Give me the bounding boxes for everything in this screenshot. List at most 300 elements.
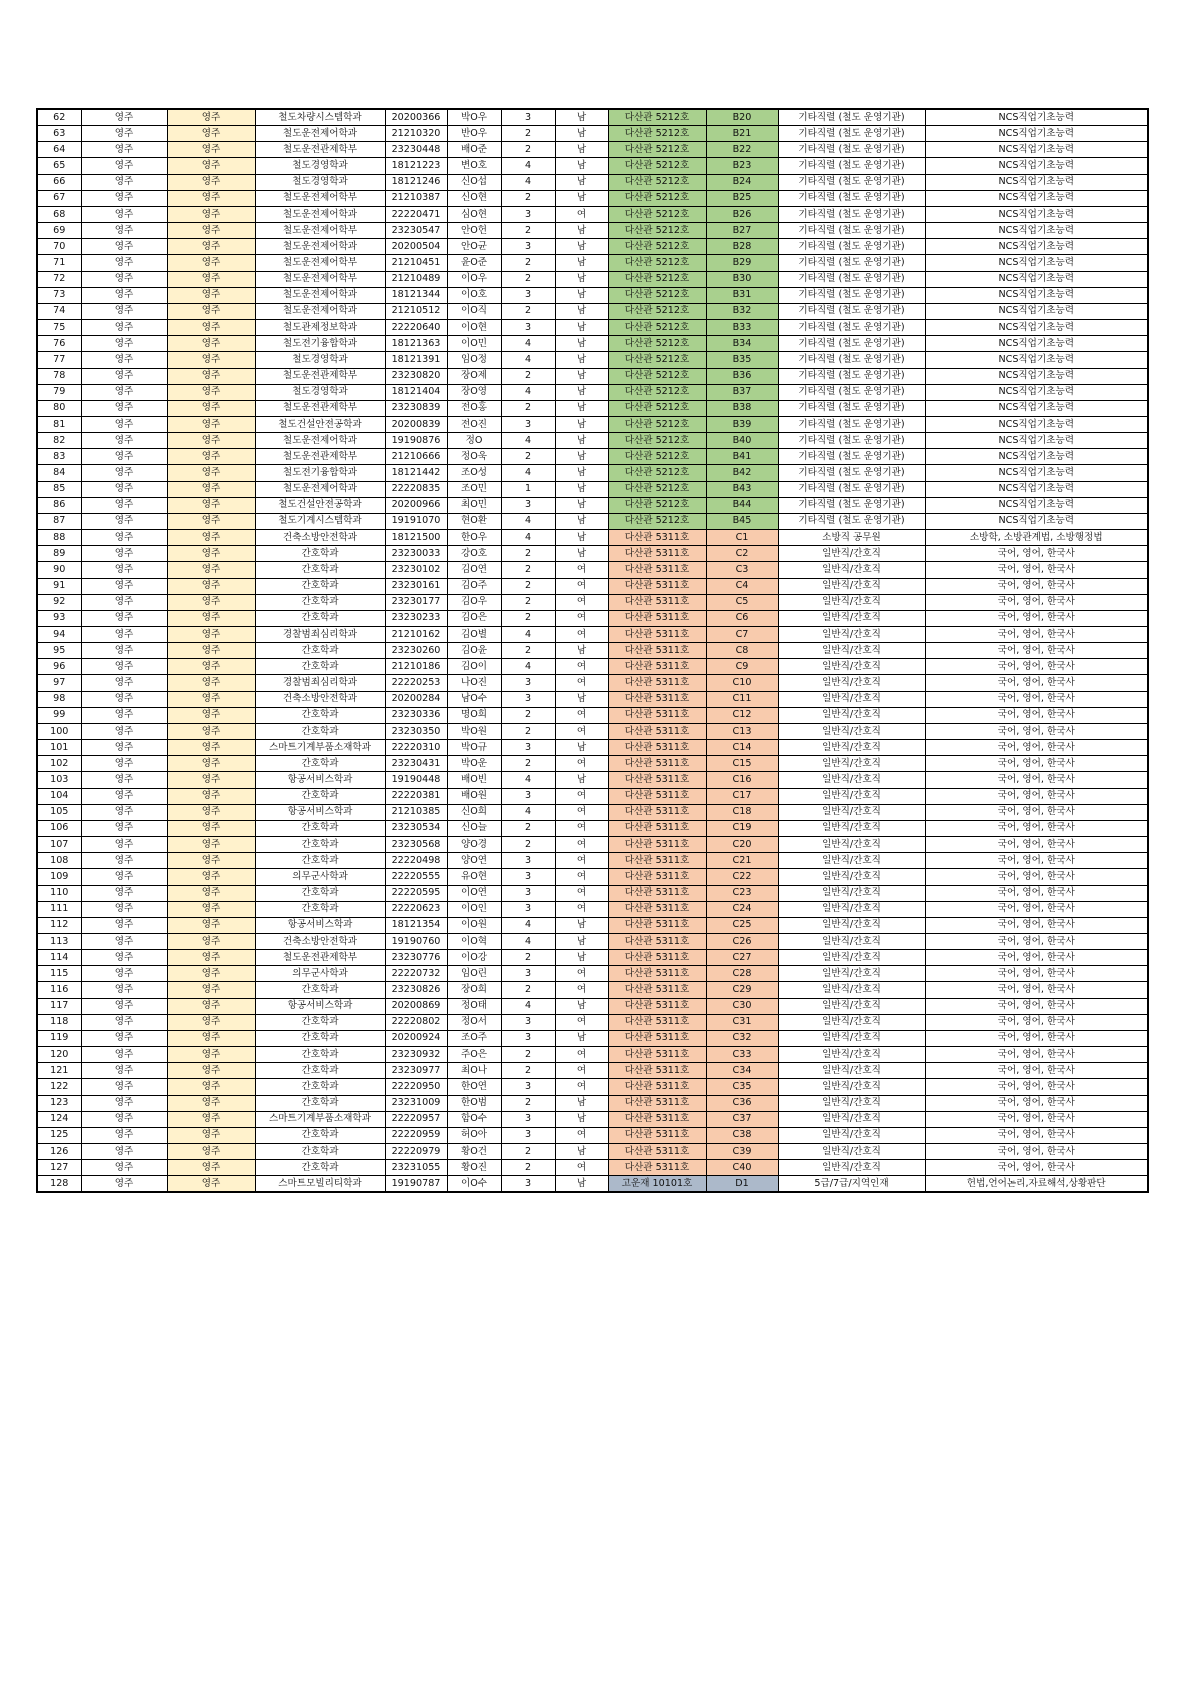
exam-track-cell: 일반직/간호직 — [778, 1030, 925, 1046]
department-cell: 간호학과 — [255, 1030, 385, 1046]
row-number-cell: 94 — [37, 627, 81, 643]
venue-cell: 다산관 5212호 — [608, 287, 706, 303]
gender-cell: 남 — [555, 416, 608, 432]
exam-campus-cell: 영주 — [167, 869, 255, 885]
student-id-cell: 23230776 — [385, 950, 447, 966]
seat-cell: B31 — [706, 287, 778, 303]
table-row — [37, 174, 1148, 190]
gender-cell: 여 — [555, 562, 608, 578]
table-row — [37, 400, 1148, 416]
student-name-cell: 김O이 — [447, 659, 501, 675]
gender-cell: 남 — [555, 917, 608, 933]
exam-track-cell: 일반직/간호직 — [778, 1111, 925, 1127]
student-id-cell: 18121442 — [385, 465, 447, 481]
exam-track-cell: 일반직/간호직 — [778, 1095, 925, 1111]
campus-cell: 영주 — [81, 1079, 167, 1095]
student-name-cell: 황O진 — [447, 1160, 501, 1176]
student-id-cell: 23230568 — [385, 837, 447, 853]
row-number-cell: 117 — [37, 998, 81, 1014]
student-name-cell: 장O영 — [447, 384, 501, 400]
gender-cell: 여 — [555, 1063, 608, 1079]
seat-cell: B21 — [706, 126, 778, 142]
student-id-cell: 23230102 — [385, 562, 447, 578]
row-number-cell: 70 — [37, 239, 81, 255]
campus-cell: 영주 — [81, 368, 167, 384]
student-id-cell: 22220835 — [385, 481, 447, 497]
venue-cell: 다산관 5311호 — [608, 1063, 706, 1079]
venue-cell: 다산관 5212호 — [608, 303, 706, 319]
department-cell: 의무군사학과 — [255, 966, 385, 982]
exam-track-cell: 일반직/간호직 — [778, 562, 925, 578]
exam-subjects-cell: NCS직업기초능력 — [925, 109, 1148, 126]
grade-cell: 4 — [501, 917, 555, 933]
gender-cell: 남 — [555, 933, 608, 949]
student-id-cell: 20200869 — [385, 998, 447, 1014]
department-cell: 철도운전관제학부 — [255, 950, 385, 966]
table-row — [37, 659, 1148, 675]
student-id-cell: 21210451 — [385, 255, 447, 271]
gender-cell: 남 — [555, 643, 608, 659]
seat-cell: C22 — [706, 869, 778, 885]
exam-campus-cell: 영주 — [167, 336, 255, 352]
exam-subjects-cell: 국어, 영어, 한국사 — [925, 901, 1148, 917]
row-number-cell: 123 — [37, 1095, 81, 1111]
exam-subjects-cell: 헌법,언어논리,자료해석,상황판단 — [925, 1176, 1148, 1193]
table-row — [37, 368, 1148, 384]
student-id-cell: 19190448 — [385, 772, 447, 788]
student-id-cell: 23230233 — [385, 610, 447, 626]
grade-cell: 3 — [501, 239, 555, 255]
exam-subjects-cell: 국어, 영어, 한국사 — [925, 1144, 1148, 1160]
grade-cell: 2 — [501, 190, 555, 206]
seat-cell: C40 — [706, 1160, 778, 1176]
exam-subjects-cell: NCS직업기초능력 — [925, 481, 1148, 497]
row-number-cell: 109 — [37, 869, 81, 885]
table-row — [37, 320, 1148, 336]
exam-campus-cell: 영주 — [167, 206, 255, 222]
venue-cell: 다산관 5311호 — [608, 1127, 706, 1143]
exam-subjects-cell: 국어, 영어, 한국사 — [925, 740, 1148, 756]
department-cell: 철도운전관제학부 — [255, 449, 385, 465]
department-cell: 간호학과 — [255, 546, 385, 562]
table-row — [37, 239, 1148, 255]
exam-track-cell: 일반직/간호직 — [778, 820, 925, 836]
row-number-cell: 66 — [37, 174, 81, 190]
row-number-cell: 98 — [37, 691, 81, 707]
exam-track-cell: 일반직/간호직 — [778, 546, 925, 562]
student-id-cell: 22220623 — [385, 901, 447, 917]
student-id-cell: 23230350 — [385, 723, 447, 739]
venue-cell: 다산관 5311호 — [608, 740, 706, 756]
table-row — [37, 142, 1148, 158]
exam-subjects-cell: NCS직업기초능력 — [925, 336, 1148, 352]
exam-subjects-cell: NCS직업기초능력 — [925, 352, 1148, 368]
student-id-cell: 22220498 — [385, 853, 447, 869]
row-number-cell: 100 — [37, 723, 81, 739]
grade-cell: 4 — [501, 998, 555, 1014]
exam-track-cell: 기타직렬 (철도 운영기관) — [778, 190, 925, 206]
exam-track-cell: 일반직/간호직 — [778, 610, 925, 626]
campus-cell: 영주 — [81, 578, 167, 594]
campus-cell: 영주 — [81, 239, 167, 255]
student-name-cell: 김O주 — [447, 578, 501, 594]
gender-cell: 여 — [555, 675, 608, 691]
seat-cell: C25 — [706, 917, 778, 933]
table-row — [37, 481, 1148, 497]
gender-cell: 남 — [555, 190, 608, 206]
row-number-cell: 68 — [37, 206, 81, 222]
grade-cell: 2 — [501, 643, 555, 659]
row-number-cell: 74 — [37, 303, 81, 319]
seat-cell: B42 — [706, 465, 778, 481]
venue-cell: 다산관 5311호 — [608, 772, 706, 788]
exam-subjects-cell: 국어, 영어, 한국사 — [925, 1063, 1148, 1079]
exam-campus-cell: 영주 — [167, 287, 255, 303]
student-id-cell: 21210385 — [385, 804, 447, 820]
venue-cell: 다산관 5311호 — [608, 1014, 706, 1030]
table-row — [37, 691, 1148, 707]
gender-cell: 여 — [555, 1127, 608, 1143]
gender-cell: 여 — [555, 723, 608, 739]
venue-cell: 다산관 5311호 — [608, 837, 706, 853]
department-cell: 스마트기계부품소재학과 — [255, 1111, 385, 1127]
exam-track-cell: 일반직/간호직 — [778, 578, 925, 594]
seat-cell: B35 — [706, 352, 778, 368]
student-name-cell: 이O호 — [447, 287, 501, 303]
seat-cell: C31 — [706, 1014, 778, 1030]
table-row — [37, 1014, 1148, 1030]
seat-cell: B36 — [706, 368, 778, 384]
department-cell: 철도운전제어학과 — [255, 239, 385, 255]
exam-track-cell: 기타직렬 (철도 운영기관) — [778, 336, 925, 352]
table-row — [37, 1030, 1148, 1046]
grade-cell: 2 — [501, 723, 555, 739]
student-id-cell: 21210666 — [385, 449, 447, 465]
grade-cell: 3 — [501, 885, 555, 901]
department-cell: 간호학과 — [255, 610, 385, 626]
department-cell: 철도운전제어학과 — [255, 126, 385, 142]
student-id-cell: 23231009 — [385, 1095, 447, 1111]
seat-cell: B34 — [706, 336, 778, 352]
campus-cell: 영주 — [81, 271, 167, 287]
seat-cell: B29 — [706, 255, 778, 271]
row-number-cell: 122 — [37, 1079, 81, 1095]
venue-cell: 다산관 5311호 — [608, 950, 706, 966]
gender-cell: 여 — [555, 804, 608, 820]
exam-subjects-cell: 국어, 영어, 한국사 — [925, 1014, 1148, 1030]
table-row — [37, 740, 1148, 756]
exam-subjects-cell: NCS직업기초능력 — [925, 400, 1148, 416]
venue-cell: 다산관 5212호 — [608, 126, 706, 142]
table-row — [37, 837, 1148, 853]
department-cell: 간호학과 — [255, 594, 385, 610]
gender-cell: 남 — [555, 271, 608, 287]
campus-cell: 영주 — [81, 756, 167, 772]
seat-cell: C5 — [706, 594, 778, 610]
table-row — [37, 982, 1148, 998]
gender-cell: 여 — [555, 1160, 608, 1176]
department-cell: 간호학과 — [255, 756, 385, 772]
grade-cell: 2 — [501, 223, 555, 239]
exam-campus-cell: 영주 — [167, 659, 255, 675]
student-id-cell: 22220471 — [385, 206, 447, 222]
seat-cell: C15 — [706, 756, 778, 772]
gender-cell: 남 — [555, 368, 608, 384]
grade-cell: 4 — [501, 627, 555, 643]
venue-cell: 다산관 5311호 — [608, 562, 706, 578]
exam-subjects-cell: 국어, 영어, 한국사 — [925, 804, 1148, 820]
department-cell: 철도운전관제학부 — [255, 368, 385, 384]
exam-subjects-cell: NCS직업기초능력 — [925, 255, 1148, 271]
venue-cell: 다산관 5212호 — [608, 352, 706, 368]
exam-subjects-cell: 국어, 영어, 한국사 — [925, 691, 1148, 707]
student-id-cell: 20200284 — [385, 691, 447, 707]
grade-cell: 3 — [501, 1176, 555, 1193]
exam-campus-cell: 영주 — [167, 1047, 255, 1063]
exam-subjects-cell: 국어, 영어, 한국사 — [925, 578, 1148, 594]
row-number-cell: 84 — [37, 465, 81, 481]
department-cell: 항공서비스학과 — [255, 917, 385, 933]
grade-cell: 2 — [501, 1047, 555, 1063]
campus-cell: 영주 — [81, 869, 167, 885]
venue-cell: 다산관 5212호 — [608, 271, 706, 287]
seat-cell: C38 — [706, 1127, 778, 1143]
seat-cell: C18 — [706, 804, 778, 820]
department-cell: 철도운전관제학부 — [255, 400, 385, 416]
department-cell: 철도운전제어학과 — [255, 303, 385, 319]
gender-cell: 남 — [555, 303, 608, 319]
venue-cell: 다산관 5311호 — [608, 998, 706, 1014]
student-id-cell: 21210512 — [385, 303, 447, 319]
row-number-cell: 125 — [37, 1127, 81, 1143]
campus-cell: 영주 — [81, 885, 167, 901]
student-name-cell: 조O성 — [447, 465, 501, 481]
student-name-cell: 배O준 — [447, 142, 501, 158]
student-id-cell: 18121246 — [385, 174, 447, 190]
row-number-cell: 69 — [37, 223, 81, 239]
student-id-cell: 22220732 — [385, 966, 447, 982]
seat-cell: C20 — [706, 837, 778, 853]
grade-cell: 3 — [501, 287, 555, 303]
campus-cell: 영주 — [81, 1030, 167, 1046]
exam-subjects-cell: NCS직업기초능력 — [925, 320, 1148, 336]
exam-track-cell: 일반직/간호직 — [778, 1144, 925, 1160]
row-number-cell: 81 — [37, 416, 81, 432]
seat-cell: C13 — [706, 723, 778, 739]
department-cell: 철도경영학과 — [255, 174, 385, 190]
campus-cell: 영주 — [81, 740, 167, 756]
exam-track-cell: 일반직/간호직 — [778, 853, 925, 869]
department-cell: 스마트기계부품소재학과 — [255, 740, 385, 756]
venue-cell: 다산관 5311호 — [608, 530, 706, 546]
row-number-cell: 91 — [37, 578, 81, 594]
campus-cell: 영주 — [81, 788, 167, 804]
student-name-cell: 현O환 — [447, 513, 501, 529]
student-name-cell: 박O운 — [447, 756, 501, 772]
department-cell: 간호학과 — [255, 1095, 385, 1111]
department-cell: 경찰범죄심리학과 — [255, 675, 385, 691]
seat-cell: C36 — [706, 1095, 778, 1111]
venue-cell: 다산관 5311호 — [608, 723, 706, 739]
department-cell: 간호학과 — [255, 1160, 385, 1176]
gender-cell: 남 — [555, 400, 608, 416]
table-row — [37, 126, 1148, 142]
exam-campus-cell: 영주 — [167, 837, 255, 853]
seat-cell: C16 — [706, 772, 778, 788]
exam-subjects-cell: 국어, 영어, 한국사 — [925, 562, 1148, 578]
gender-cell: 여 — [555, 869, 608, 885]
venue-cell: 다산관 5311호 — [608, 546, 706, 562]
exam-track-cell: 일반직/간호직 — [778, 1160, 925, 1176]
exam-track-cell: 기타직렬 (철도 운영기관) — [778, 320, 925, 336]
campus-cell: 영주 — [81, 400, 167, 416]
venue-cell: 다산관 5311호 — [608, 1144, 706, 1160]
campus-cell: 영주 — [81, 223, 167, 239]
grade-cell: 3 — [501, 966, 555, 982]
campus-cell: 영주 — [81, 1063, 167, 1079]
exam-subjects-cell: NCS직업기초능력 — [925, 416, 1148, 432]
department-cell: 철도전기융합학과 — [255, 336, 385, 352]
campus-cell: 영주 — [81, 174, 167, 190]
campus-cell: 영주 — [81, 530, 167, 546]
exam-campus-cell: 영주 — [167, 950, 255, 966]
student-name-cell: 반O우 — [447, 126, 501, 142]
exam-campus-cell: 영주 — [167, 723, 255, 739]
exam-subjects-cell: NCS직업기초능력 — [925, 287, 1148, 303]
venue-cell: 다산관 5311호 — [608, 627, 706, 643]
department-cell: 간호학과 — [255, 788, 385, 804]
row-number-cell: 127 — [37, 1160, 81, 1176]
grade-cell: 4 — [501, 513, 555, 529]
exam-subjects-cell: 국어, 영어, 한국사 — [925, 837, 1148, 853]
student-id-cell: 22220959 — [385, 1127, 447, 1143]
seat-cell: C9 — [706, 659, 778, 675]
row-number-cell: 128 — [37, 1176, 81, 1193]
exam-campus-cell: 영주 — [167, 1160, 255, 1176]
campus-cell: 영주 — [81, 109, 167, 126]
grade-cell: 4 — [501, 336, 555, 352]
gender-cell: 여 — [555, 610, 608, 626]
grade-cell: 3 — [501, 320, 555, 336]
campus-cell: 영주 — [81, 142, 167, 158]
table-row — [37, 530, 1148, 546]
student-name-cell: 장O제 — [447, 368, 501, 384]
gender-cell: 남 — [555, 691, 608, 707]
exam-campus-cell: 영주 — [167, 756, 255, 772]
row-number-cell: 92 — [37, 594, 81, 610]
gender-cell: 남 — [555, 255, 608, 271]
table-row — [37, 885, 1148, 901]
exam-track-cell: 기타직렬 (철도 운영기관) — [778, 384, 925, 400]
venue-cell: 다산관 5311호 — [608, 1030, 706, 1046]
table-row — [37, 303, 1148, 319]
student-id-cell: 18121344 — [385, 287, 447, 303]
student-name-cell: 신O섭 — [447, 174, 501, 190]
exam-subjects-cell: NCS직업기초능력 — [925, 465, 1148, 481]
student-name-cell: 정O — [447, 433, 501, 449]
row-number-cell: 102 — [37, 756, 81, 772]
gender-cell: 여 — [555, 1014, 608, 1030]
campus-cell: 영주 — [81, 950, 167, 966]
exam-campus-cell: 영주 — [167, 109, 255, 126]
exam-campus-cell: 영주 — [167, 707, 255, 723]
seat-cell: C34 — [706, 1063, 778, 1079]
row-number-cell: 95 — [37, 643, 81, 659]
exam-subjects-cell: 소방학, 소방관계법, 소방행정법 — [925, 530, 1148, 546]
campus-cell: 영주 — [81, 303, 167, 319]
seat-cell: B38 — [706, 400, 778, 416]
table-row — [37, 772, 1148, 788]
exam-track-cell: 기타직렬 (철도 운영기관) — [778, 416, 925, 432]
student-id-cell: 20200366 — [385, 109, 447, 126]
exam-campus-cell: 영주 — [167, 320, 255, 336]
table-row — [37, 966, 1148, 982]
venue-cell: 다산관 5212호 — [608, 497, 706, 513]
exam-subjects-cell: 국어, 영어, 한국사 — [925, 869, 1148, 885]
student-id-cell: 18121404 — [385, 384, 447, 400]
student-name-cell: 정O태 — [447, 998, 501, 1014]
grade-cell: 2 — [501, 255, 555, 271]
table-row — [37, 578, 1148, 594]
table-row — [37, 707, 1148, 723]
student-name-cell: 명O희 — [447, 707, 501, 723]
venue-cell: 다산관 5212호 — [608, 481, 706, 497]
grade-cell: 2 — [501, 271, 555, 287]
department-cell: 철도기계시스템학과 — [255, 513, 385, 529]
campus-cell: 영주 — [81, 1127, 167, 1143]
campus-cell: 영주 — [81, 1095, 167, 1111]
exam-campus-cell: 영주 — [167, 223, 255, 239]
gender-cell: 남 — [555, 287, 608, 303]
student-id-cell: 22220957 — [385, 1111, 447, 1127]
department-cell: 철도경영학과 — [255, 158, 385, 174]
table-row — [37, 546, 1148, 562]
department-cell: 철도운전제어학부 — [255, 255, 385, 271]
gender-cell: 남 — [555, 158, 608, 174]
gender-cell: 여 — [555, 788, 608, 804]
exam-track-cell: 일반직/간호직 — [778, 1014, 925, 1030]
exam-campus-cell: 영주 — [167, 513, 255, 529]
campus-cell: 영주 — [81, 659, 167, 675]
row-number-cell: 87 — [37, 513, 81, 529]
gender-cell: 남 — [555, 481, 608, 497]
campus-cell: 영주 — [81, 546, 167, 562]
campus-cell: 영주 — [81, 1047, 167, 1063]
exam-subjects-cell: 국어, 영어, 한국사 — [925, 707, 1148, 723]
table-row — [37, 465, 1148, 481]
student-name-cell: 남O수 — [447, 691, 501, 707]
table-row — [37, 416, 1148, 432]
gender-cell: 여 — [555, 837, 608, 853]
seat-cell: B30 — [706, 271, 778, 287]
exam-campus-cell: 영주 — [167, 481, 255, 497]
gender-cell: 여 — [555, 1047, 608, 1063]
gender-cell: 남 — [555, 1095, 608, 1111]
grade-cell: 3 — [501, 1127, 555, 1143]
student-name-cell: 박O원 — [447, 723, 501, 739]
venue-cell: 다산관 5212호 — [608, 174, 706, 190]
grade-cell: 2 — [501, 303, 555, 319]
row-number-cell: 83 — [37, 449, 81, 465]
campus-cell: 영주 — [81, 1111, 167, 1127]
gender-cell: 남 — [555, 998, 608, 1014]
gender-cell: 남 — [555, 223, 608, 239]
venue-cell: 다산관 5212호 — [608, 320, 706, 336]
row-number-cell: 88 — [37, 530, 81, 546]
exam-campus-cell: 영주 — [167, 530, 255, 546]
exam-track-cell: 일반직/간호직 — [778, 869, 925, 885]
row-number-cell: 111 — [37, 901, 81, 917]
